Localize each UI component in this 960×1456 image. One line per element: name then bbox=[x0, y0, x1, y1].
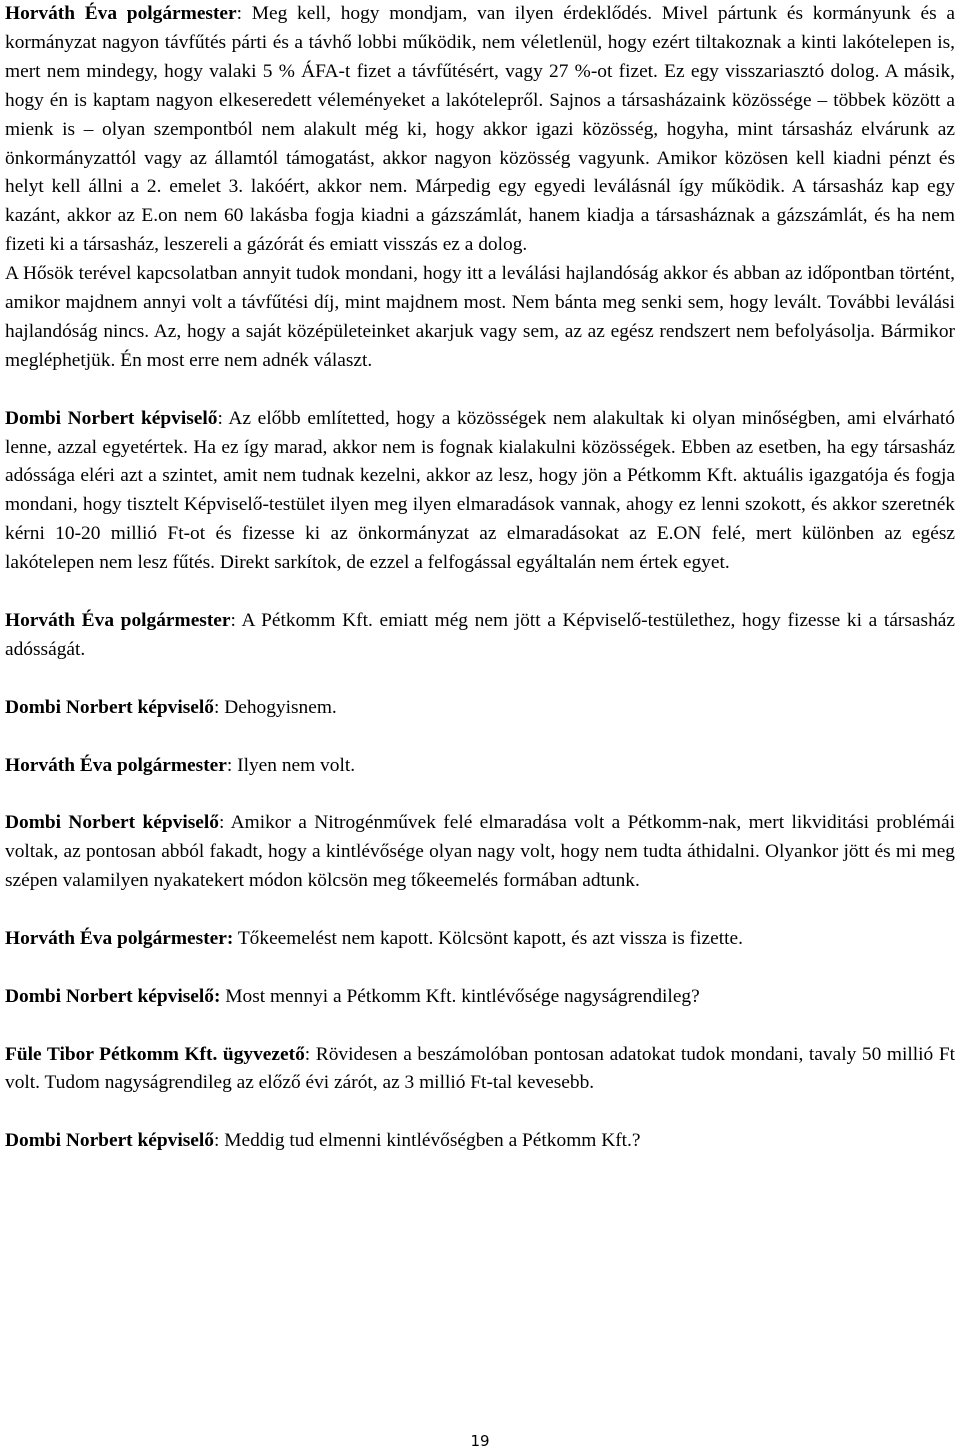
page-number: 19 bbox=[470, 1432, 490, 1450]
speaker-name: Horváth Éva polgármester bbox=[5, 610, 231, 631]
paragraph-text: Tőkeemelést nem kapott. Kölcsönt kapott, és azt vissza is fizette. bbox=[233, 927, 743, 949]
speaker-name: Dombi Norbert képviselő: bbox=[5, 985, 221, 1007]
paragraph-mayor-loan bbox=[5, 925, 955, 954]
paragraph-dombi-statement bbox=[5, 405, 955, 578]
speaker-name: Horváth Éva polgármester bbox=[5, 754, 227, 776]
speaker-name: Dombi Norbert képviselő bbox=[5, 696, 214, 718]
speaker-name: Dombi Norbert képviselő bbox=[5, 1130, 214, 1152]
speaker-colon: : bbox=[213, 1130, 220, 1152]
speaker-name: Horváth Éva polgármester bbox=[5, 3, 237, 24]
paragraph-mayor-statement bbox=[5, 0, 955, 260]
speaker-colon: : bbox=[218, 812, 225, 834]
speaker-colon: : bbox=[217, 407, 223, 429]
speaker-name: Horváth Éva polgármester: bbox=[5, 927, 234, 949]
paragraph-text: Dehogyisnem. bbox=[219, 696, 337, 718]
paragraph-gap bbox=[5, 780, 955, 809]
speaker-name: Füle Tibor Pétkomm Kft. ügyvezető bbox=[5, 1043, 305, 1065]
paragraph-gap bbox=[5, 1098, 955, 1127]
paragraph-mayor-continuation bbox=[5, 260, 955, 376]
paragraph-dombi-question bbox=[5, 983, 955, 1012]
paragraph-gap bbox=[5, 896, 955, 925]
paragraph-text: A Hősök terével kapcsolatban annyit tudok mondani, hogy itt a leválási hajlandóság akkor és abban az időpontban történt, amikor majdnem annyi volt a távfűtési díj, mint majdnem most. Nem bánta meg senki sem, hogy levált. További leválási hajlandóság nincs. Az, hogy a saját középületeinket akarjuk vagy sem, az az egész rendszert nem befolyásolja. Bármikor megléphetjük. Én most erre nem adnék választ. bbox=[5, 263, 955, 371]
speaker-colon: : bbox=[226, 754, 233, 776]
paragraph-gap bbox=[5, 954, 955, 983]
paragraph-text: Meg kell, hogy mondjam, van ilyen érdeklődés. Mivel pártunk és kormányunk és a kormányzat nagyon távfűtés párti és a távhő lobbi működik, nem véletlenül, hogy ezért tiltakoznak a kinti lakótelepen is, mert nem mindegy, hogy valaki 5 % ÁFA-t fizet a távfűtésért, vagy 27 %-ot fizet. Ez egy visszariasztó dolog. A másik, hogy én is kaptam nagyon elkeseredett véleményeket a lakótelepről. Sajnos a társasházaink közössége – többek között a mienk is – olyan szempontból nem alakult még ki, hogy akkor igazi közösség, hogyha, mint társasház elvárunk az önkormányzattól vagy az államtól támogatást, akkor nagyon közösség vagyunk. Amikor közösen kell kiadni pénzt és helyt kell állni a 2. emelet 3. lakóért, akkor nem. Márpedig egy egyedi leválásnál így működik. A társasház kap egy kazánt, akkor az E.on nem 60 lakásba fogja kiadni a gázszámlát, hanem kiadja a társasháznak a gázszámlát, és ha nem fizeti ki a társasház, leszereli a gázórát és emiatt visszás ez a dolog. bbox=[5, 3, 955, 256]
speaker-colon: : bbox=[236, 3, 243, 24]
paragraph-mayor-denial bbox=[5, 752, 955, 781]
paragraph-gap bbox=[5, 665, 955, 694]
paragraph-gap bbox=[5, 578, 955, 607]
paragraph-text: Most mennyi a Pétkomm Kft. kintlévősége nagyságrendileg? bbox=[220, 985, 700, 1007]
paragraph-dombi-nitrogen bbox=[5, 809, 955, 896]
paragraph-text: Rövidesen a beszámolóban pontosan adatokat tudok mondani, tavaly 50 millió Ft volt. Tudom nagyságrendileg az előző évi zárót, az 3 millió Ft-tal kevesebb. bbox=[5, 1043, 955, 1094]
paragraph-dombi-final-question bbox=[5, 1127, 955, 1156]
paragraph-text: Ilyen nem volt. bbox=[232, 754, 356, 776]
paragraph-text: Az előbb említetted, hogy a közösségek nem alakultak ki olyan minőségben, ami elvárható lenne, azzal egyetértek. Ha ez így marad, akkor nem is fognak kialakulni közösségek. Ebben az esetben, ha egy társasház adóssága eléri azt a szintet, amit nem tudnak kezelni, akkor az lesz, hogy jön a Pétkomm Kft. aktuális igazgatója és fogja mondani, hogy tisztelt Képviselő-testület ilyen meg ilyen elmaradások vannak, ahogy ez lenni szokott, és akkor szeretnék kérni 10-20 millió Ft-ot és fizesse ki az önkormányzat az elmaradásokat az E.ON felé, mert különben az egész lakótelepen nem lesz fűtés. Direkt sarkítok, de ezzel a felfogással egyáltalán nem értek egyet. bbox=[5, 407, 955, 574]
paragraph-gap bbox=[5, 376, 955, 405]
speaker-name: Dombi Norbert képviselő bbox=[5, 812, 219, 834]
speaker-colon: : bbox=[230, 610, 236, 631]
speaker-name: Dombi Norbert képviselő bbox=[5, 407, 218, 429]
paragraph-text: Meddig tud elmenni kintlévőségben a Pétkomm Kft.? bbox=[219, 1130, 641, 1152]
paragraph-gap bbox=[5, 1012, 955, 1041]
speaker-colon: : bbox=[304, 1043, 311, 1065]
paragraph-gap bbox=[5, 723, 955, 752]
paragraph-dombi-reply bbox=[5, 694, 955, 723]
paragraph-text: Amikor a Nitrogénművek felé elmaradása volt a Pétkomm-nak, mert likviditási problémái voltak, az pontosan abból fakadt, hogy a kintlévősége olyan nagy volt, hogy nem tudta áthidalni. Olyankor jött és mi meg szépen valamilyen nyakatekert módon kölcsön meg tőkeemelés formában adtunk. bbox=[5, 812, 955, 892]
paragraph-fule-answer bbox=[5, 1041, 955, 1099]
speaker-colon: : bbox=[213, 696, 220, 718]
paragraph-mayor-reply bbox=[5, 607, 955, 665]
document-page bbox=[5, 0, 955, 1156]
paragraph-text: A Pétkomm Kft. emiatt még nem jött a Képviselő-testülethez, hogy fizesse ki a társasház adósságát. bbox=[5, 610, 955, 660]
